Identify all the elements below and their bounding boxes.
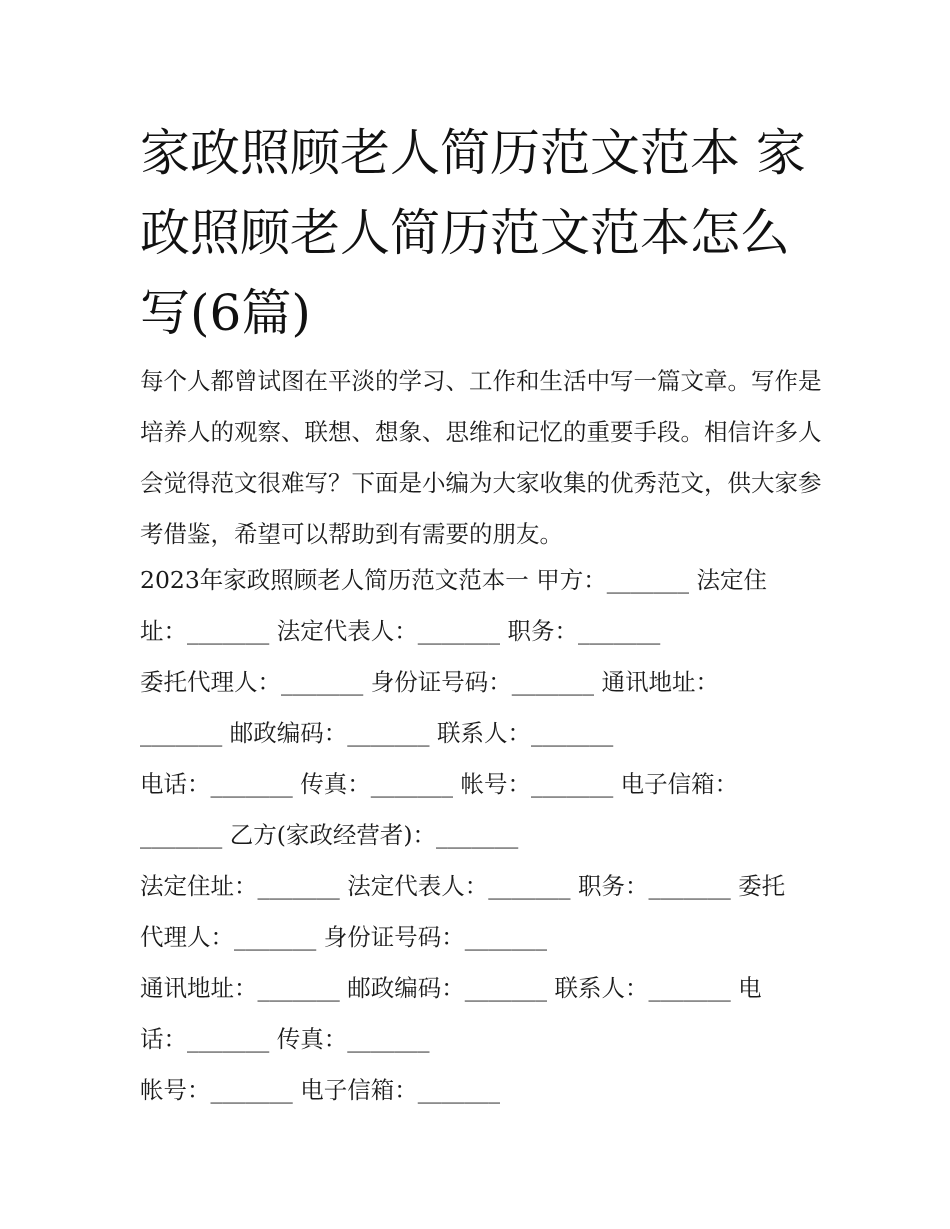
- contract-line: 帐号：_______ 电子信箱：_______: [140, 1076, 500, 1104]
- contract-line: 法定住址：_______ 法定代表人：_______ 职务：_______ 委托: [140, 872, 786, 900]
- contract-line: 址：_______ 法定代表人：_______ 职务：_______: [140, 617, 661, 645]
- contract-line: _______ 邮政编码：_______ 联系人：_______: [140, 719, 614, 747]
- contract-line: 话：_______ 传真：_______: [140, 1025, 430, 1053]
- contract-line: 通讯地址：_______ 邮政编码：_______ 联系人：_______ 电: [140, 974, 762, 1002]
- contract-line: 委托代理人：_______ 身份证号码：_______ 通讯地址：: [140, 668, 719, 696]
- intro-paragraph: 每个人都曾试图在平淡的学习、工作和生活中写一篇文章。写作是培养人的观察、联想、想象、思维和记忆的重要手段。相信许多人会觉得范文很难写？下面是小编为大家收集的优秀范文，供大家参考借鉴，希望可以帮助到有需要的朋友。: [140, 367, 822, 548]
- document-title: 家政照顾老人简历范文范本 家政照顾老人简历范文范本怎么写(6篇): [140, 124, 806, 342]
- contract-line: 电话：_______ 传真：_______ 帐号：_______ 电子信箱：: [140, 770, 739, 798]
- contract-line: 代理人：_______ 身份证号码：_______: [140, 923, 547, 951]
- contract-line: _______ 乙方(家政经营者)：_______: [140, 821, 519, 849]
- contract-line: 2023年家政照顾老人简历范文范本一 甲方：_______ 法定住: [140, 566, 767, 594]
